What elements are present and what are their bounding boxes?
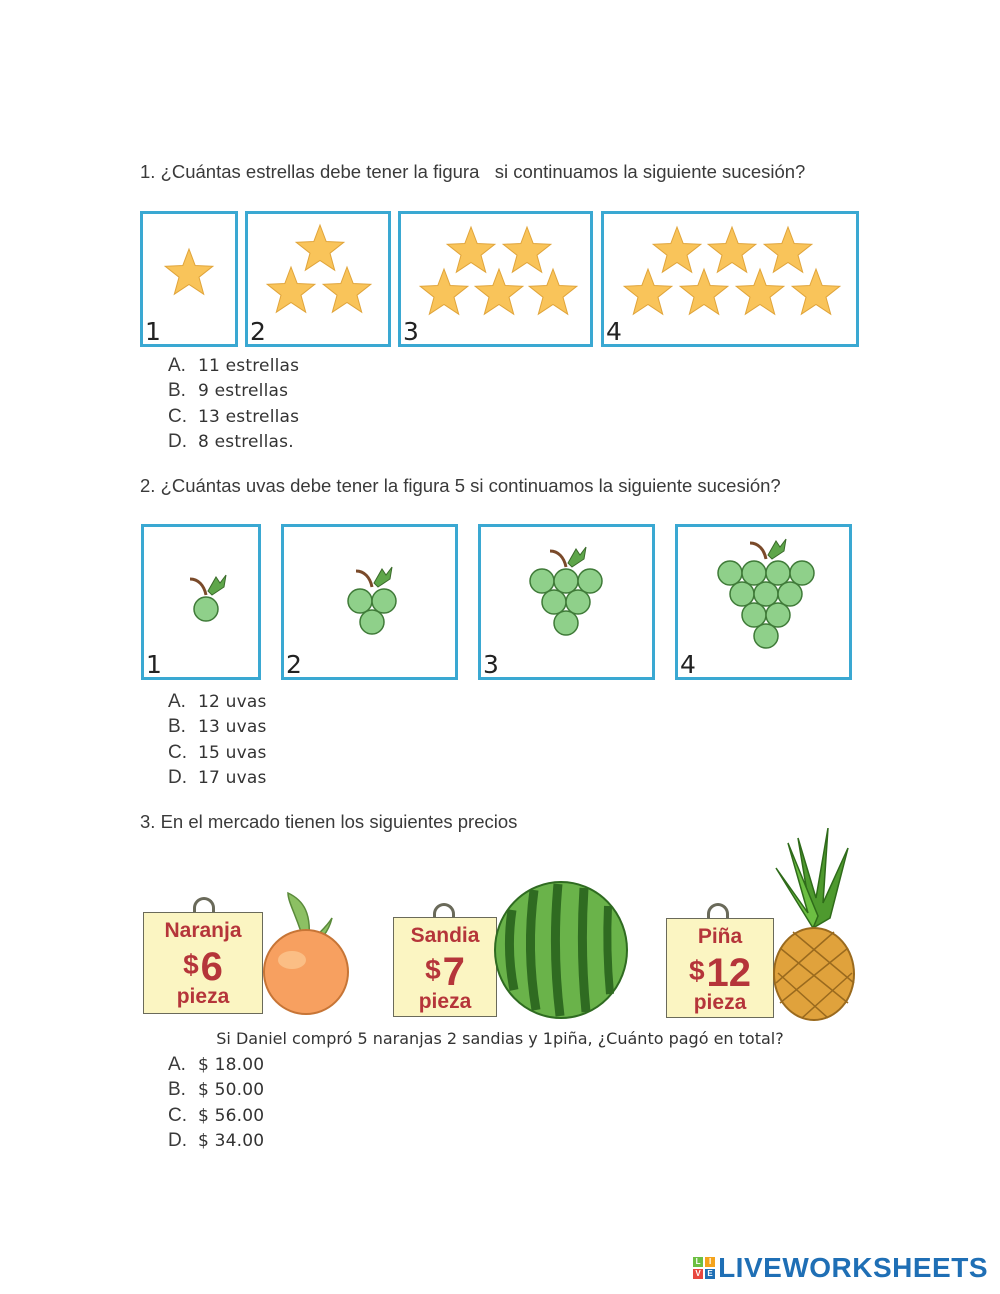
option-text: 8 estrellas. bbox=[198, 432, 294, 453]
grape-stem bbox=[550, 551, 566, 567]
star-group bbox=[248, 214, 388, 344]
grape-icon bbox=[742, 603, 766, 627]
grape-icon bbox=[778, 582, 802, 606]
option-c[interactable] bbox=[168, 740, 267, 766]
grape-figure-1 bbox=[141, 524, 261, 680]
figure-number: 4 bbox=[606, 317, 622, 346]
option-letter: D. bbox=[168, 431, 187, 453]
grape-leaf bbox=[374, 567, 392, 587]
star-group bbox=[604, 214, 856, 344]
grape-icon bbox=[554, 611, 578, 635]
option-text: 13 estrellas bbox=[198, 406, 300, 427]
option-text: $ 50.00 bbox=[198, 1080, 265, 1101]
option-text: $ 18.00 bbox=[198, 1054, 265, 1075]
figure-number: 4 bbox=[680, 650, 696, 679]
option-d[interactable] bbox=[168, 766, 267, 792]
option-text: 9 estrellas bbox=[198, 381, 289, 402]
question-3-options bbox=[168, 1052, 264, 1154]
star-icon bbox=[503, 227, 551, 272]
grape-icon bbox=[542, 590, 566, 614]
option-text: 13 uvas bbox=[198, 717, 267, 738]
option-c[interactable] bbox=[168, 1103, 264, 1129]
grape-icon bbox=[790, 561, 814, 585]
question-2-options bbox=[168, 689, 267, 791]
option-letter: B. bbox=[168, 380, 186, 402]
grape-icon bbox=[766, 561, 790, 585]
tag-currency: $ bbox=[688, 955, 705, 986]
liveworksheets-logo[interactable] bbox=[693, 1252, 988, 1284]
star-figure-1 bbox=[140, 211, 238, 347]
star-icon bbox=[420, 269, 468, 314]
option-letter: D. bbox=[168, 1130, 187, 1152]
tag-unit: pieza bbox=[418, 990, 472, 1013]
figure-number: 1 bbox=[145, 317, 161, 346]
price-tag-sandia bbox=[393, 917, 497, 1017]
option-letter: A. bbox=[168, 354, 186, 376]
option-b[interactable] bbox=[168, 1078, 264, 1104]
option-text: 15 uvas bbox=[198, 742, 267, 763]
star-icon bbox=[736, 269, 784, 314]
grape-icon bbox=[578, 569, 602, 593]
star-icon bbox=[680, 269, 728, 314]
question-2-prompt: 2. ¿Cuántas uvas debe tener la figura 5 si continuamos la siguiente sucesión? bbox=[140, 475, 781, 496]
grape-icon bbox=[554, 569, 578, 593]
tag-unit: pieza bbox=[176, 985, 230, 1008]
figure-number: 3 bbox=[403, 317, 419, 346]
option-letter: C. bbox=[168, 1104, 187, 1126]
grape-icon bbox=[566, 590, 590, 614]
figure-number: 1 bbox=[146, 650, 162, 679]
option-text: 12 uvas bbox=[198, 691, 267, 712]
option-text: $ 34.00 bbox=[198, 1131, 265, 1152]
tag-price bbox=[394, 950, 496, 992]
option-b[interactable] bbox=[168, 715, 267, 741]
logo-wordmark: LIVEWORKSHEETS bbox=[718, 1252, 988, 1283]
grape-bunch bbox=[481, 527, 652, 677]
grape-icon bbox=[742, 561, 766, 585]
option-letter: A. bbox=[168, 1053, 186, 1075]
grape-stem bbox=[750, 543, 766, 559]
option-text: 17 uvas bbox=[198, 768, 267, 789]
question-3-subprompt: Si Daniel compró 5 naranjas 2 sandias y 1piña, ¿Cuánto pagó en total? bbox=[216, 1029, 784, 1048]
star-icon bbox=[529, 269, 577, 314]
option-letter: C. bbox=[168, 405, 187, 427]
star-group bbox=[401, 214, 590, 344]
grape-figure-2 bbox=[281, 524, 458, 680]
star-icon bbox=[475, 269, 523, 314]
star-icon bbox=[624, 269, 672, 314]
grape-icon bbox=[372, 589, 396, 613]
pineapple-image bbox=[768, 828, 858, 1022]
option-c[interactable] bbox=[168, 404, 299, 430]
figure-number: 2 bbox=[286, 650, 302, 679]
star-icon bbox=[764, 227, 812, 272]
figure-number: 3 bbox=[483, 650, 499, 679]
grape-leaf bbox=[768, 539, 786, 559]
star-figure-4 bbox=[601, 211, 859, 347]
option-a[interactable] bbox=[168, 353, 299, 379]
option-text: $ 56.00 bbox=[198, 1105, 265, 1126]
grape-figure-3 bbox=[478, 524, 655, 680]
grape-leaf bbox=[568, 547, 586, 567]
grape-icon bbox=[766, 603, 790, 627]
option-letter: D. bbox=[168, 767, 187, 789]
star-icon bbox=[165, 249, 213, 294]
star-icon bbox=[267, 267, 315, 312]
tag-unit: pieza bbox=[693, 991, 747, 1014]
option-a[interactable] bbox=[168, 689, 267, 715]
tag-currency: $ bbox=[183, 949, 199, 980]
question-1-options bbox=[168, 353, 299, 455]
grape-stem bbox=[356, 571, 372, 587]
logo-mark-icon: L I V E bbox=[693, 1257, 715, 1279]
price-tag-naranja bbox=[143, 912, 263, 1014]
grape-icon bbox=[754, 624, 778, 648]
tag-price bbox=[667, 951, 773, 993]
grape-leaf bbox=[208, 575, 226, 595]
option-text: 11 estrellas bbox=[198, 355, 300, 376]
star-icon bbox=[653, 227, 701, 272]
tag-name: Piña bbox=[697, 925, 743, 948]
star-icon bbox=[447, 227, 495, 272]
star-icon bbox=[708, 227, 756, 272]
tag-name: Sandia bbox=[410, 924, 480, 947]
option-letter: B. bbox=[168, 1079, 186, 1101]
grape-icon bbox=[754, 582, 778, 606]
star-icon bbox=[296, 225, 344, 270]
option-letter: C. bbox=[168, 741, 187, 763]
tag-name: Naranja bbox=[164, 919, 242, 942]
star-figure-2 bbox=[245, 211, 391, 347]
grape-icon bbox=[718, 561, 742, 585]
star-icon bbox=[323, 267, 371, 312]
star-figure-3 bbox=[398, 211, 593, 347]
tag-currency: $ bbox=[425, 954, 441, 985]
option-letter: A. bbox=[168, 690, 186, 712]
question-1-prompt: 1. ¿Cuántas estrellas debe tener la figura si continuamos la siguiente sucesión? bbox=[140, 161, 806, 182]
option-a[interactable] bbox=[168, 1052, 264, 1078]
option-b[interactable] bbox=[168, 379, 299, 405]
grape-bunch bbox=[284, 527, 455, 677]
option-letter: B. bbox=[168, 716, 186, 738]
watermelon-image bbox=[492, 880, 630, 1020]
tag-ring bbox=[193, 897, 215, 913]
star-icon bbox=[792, 269, 840, 314]
grape-icon bbox=[530, 569, 554, 593]
tag-ring bbox=[707, 903, 729, 919]
figure-number: 2 bbox=[250, 317, 266, 346]
tag-price bbox=[144, 945, 262, 987]
tag-price-value: 12 bbox=[706, 951, 752, 995]
price-tag-pina bbox=[666, 918, 774, 1018]
grape-icon bbox=[348, 589, 372, 613]
tag-price-value: 6 bbox=[200, 945, 223, 989]
orange-image bbox=[258, 888, 354, 1018]
grape-figure-4 bbox=[675, 524, 852, 680]
grape-icon bbox=[194, 597, 218, 621]
grape-bunch bbox=[678, 527, 849, 677]
question-3-prompt: 3. En el mercado tienen los siguientes precios bbox=[140, 811, 518, 832]
grape-icon bbox=[360, 610, 384, 634]
grape-stem bbox=[190, 579, 206, 595]
grape-icon bbox=[730, 582, 754, 606]
tag-price-value: 7 bbox=[442, 950, 465, 994]
option-d[interactable] bbox=[168, 430, 299, 456]
option-d[interactable] bbox=[168, 1129, 264, 1155]
